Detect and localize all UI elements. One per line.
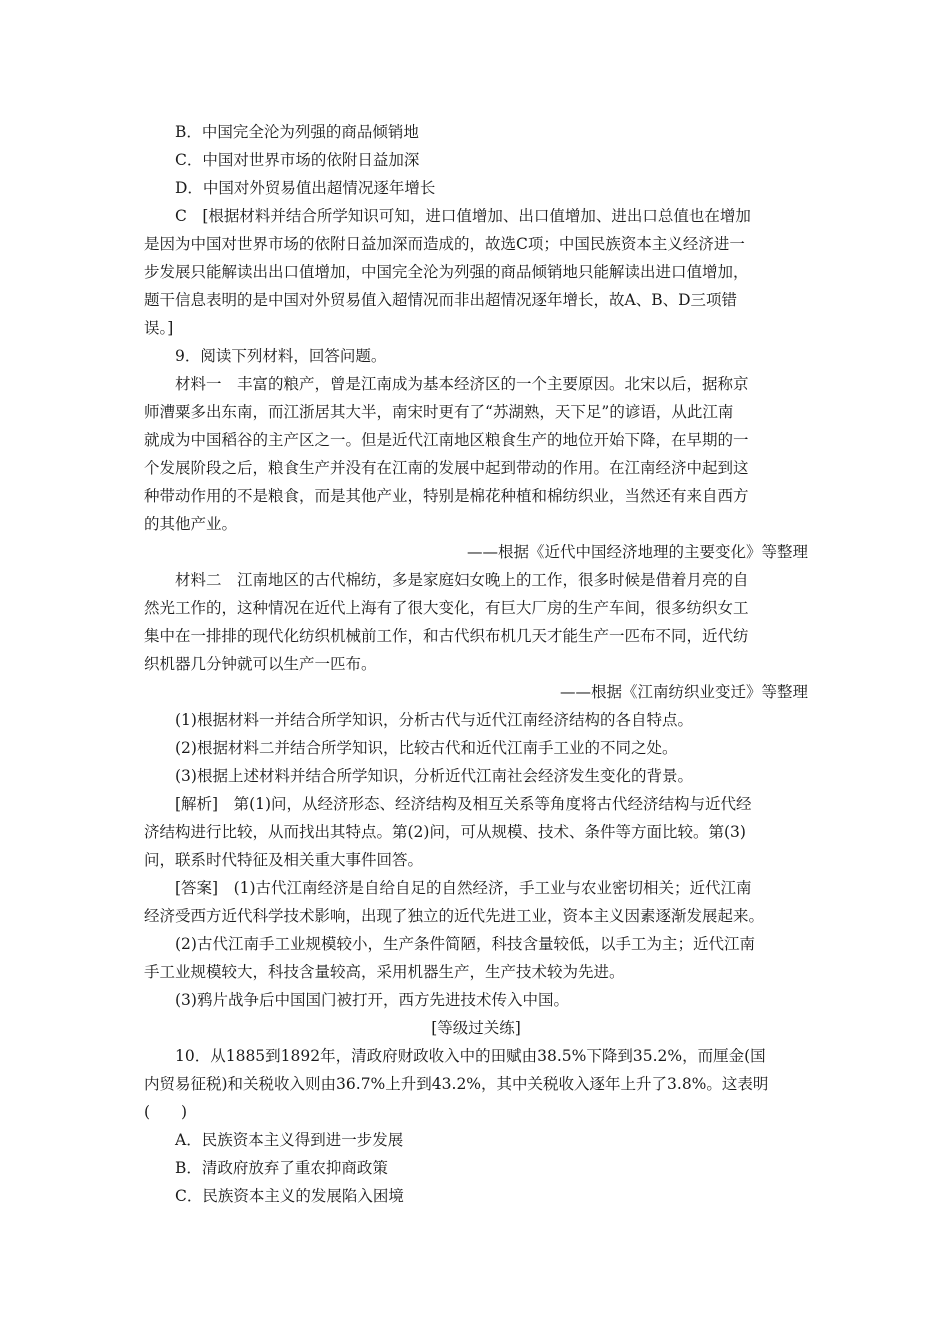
q8-explanation-line: 是因为中国对世界市场的依附日益加深而造成的，故选C项；中国民族资本主义经济进一 [144,235,745,253]
material1-source: ——根据《近代中国经济地理的主要变化》等整理 [466,543,808,561]
q8-explanation-line: 误。] [144,319,174,337]
q10-stem-line: 10．从1885到1892年，清政府财政收入中的田赋由38.5%下降到35.2%，而厘金(国 [175,1047,766,1065]
material1-line: 材料一 丰富的粮产，曾是江南成为基本经济区的一个主要原因。北宋以后，据称京 [175,375,749,393]
material2-line: 织机器几分钟就可以生产一匹布。 [144,655,377,673]
material1-line: 师漕粟多出东南，而江浙居其大半，南宋时更有了“苏湖熟，天下足”的谚语，从此江南 [144,403,734,421]
analysis-line: 济结构进行比较，从而找出其特点。第(2)问，可从规模、技术、条件等方面比较。第(3) [144,823,746,841]
material2-source: ——根据《江南纺织业变迁》等整理 [559,683,808,701]
material1-line: 的其他产业。 [144,515,238,533]
answer-line: 经济受西方近代科学技术影响，出现了独立的近代先进工业，资本主义因素逐渐发展起来。 [144,907,765,925]
q10-option-b: B．清政府放弃了重农抑商政策 [175,1159,388,1177]
q10-option-a: A．民族资本主义得到进一步发展 [175,1131,404,1149]
material1-line: 种带动作用的不是粮食，而是其他产业，特别是棉花种植和棉纺织业，当然还有来自西方 [144,487,749,505]
q9-sub-question-2: (2)根据材料二并结合所学知识，比较古代和近代江南手工业的不同之处。 [175,739,678,757]
q8-explanation-line: 步发展只能解读出出口值增加，中国完全沦为列强的商品倾销地只能解读出进口值增加， [144,263,749,281]
q8-option-c: C．中国对世界市场的依附日益加深 [175,151,420,169]
q8-explanation-line: 题干信息表明的是中国对外贸易值入超情况而非出超情况逐年增长，故A、B、D三项错 [144,291,738,309]
q8-explanation-line: C [根据材料并结合所学知识可知，进口值增加、出口值增加、进出口总值也在增加 [175,207,751,225]
q10-stem-line: ( ) [144,1103,188,1121]
q10-option-c: C．民族资本主义的发展陷入困境 [175,1187,404,1205]
q10-stem-line: 内贸易征税)和关税收入则由36.7%上升到43.2%，其中关税收入逐年上升了3.8%。这表明 [144,1075,769,1093]
answer-line: 手工业规模较大，科技含量较高，采用机器生产，生产技术较为先进。 [144,963,625,981]
material2-line: 然光工作的，这种情况在近代上海有了很大变化，有巨大厂房的生产车间，很多纺织女工 [144,599,749,617]
answer-line: (2)古代江南手工业规模较小，生产条件简陋，科技含量较低，以手工为主；近代江南 [175,935,755,953]
answer-line: (3)鸦片战争后中国国门被打开，西方先进技术传入中国。 [175,991,569,1009]
q8-option-b: B．中国完全沦为列强的商品倾销地 [175,123,419,141]
analysis-line: 问，联系时代特征及相关重大事件回答。 [144,851,424,869]
material1-line: 个发展阶段之后，粮食生产并没有在江南的发展中起到带动的作用。在江南经济中起到这 [144,459,749,477]
material2-line: 集中在一排排的现代化纺织机械前工作，和古代织布机几天才能生产一匹布不同，近代纺 [144,627,749,645]
q9-sub-question-1: (1)根据材料一并结合所学知识，分析古代与近代江南经济结构的各自特点。 [175,711,693,729]
answer-line: [答案] (1)古代江南经济是自给自足的自然经济，手工业与农业密切相关；近代江南 [175,879,752,897]
material2-line: 材料二 江南地区的古代棉纺，多是家庭妇女晚上的工作，很多时候是借着月亮的自 [175,571,749,589]
q8-option-d: D．中国对外贸易值出超情况逐年增长 [175,179,436,197]
q9-sub-question-3: (3)根据上述材料并结合所学知识，分析近代江南社会经济发生变化的背景。 [175,767,693,785]
analysis-line: [解析] 第(1)问，从经济形态、经济结构及相互关系等角度将古代经济结构与近代经 [175,795,752,813]
section-title: [等级过关练] [431,1019,521,1037]
q9-stem: 9．阅读下列材料，回答问题。 [175,347,387,365]
material1-line: 就成为中国稻谷的主产区之一。但是近代江南地区粮食生产的地位开始下降，在早期的一 [144,431,749,449]
